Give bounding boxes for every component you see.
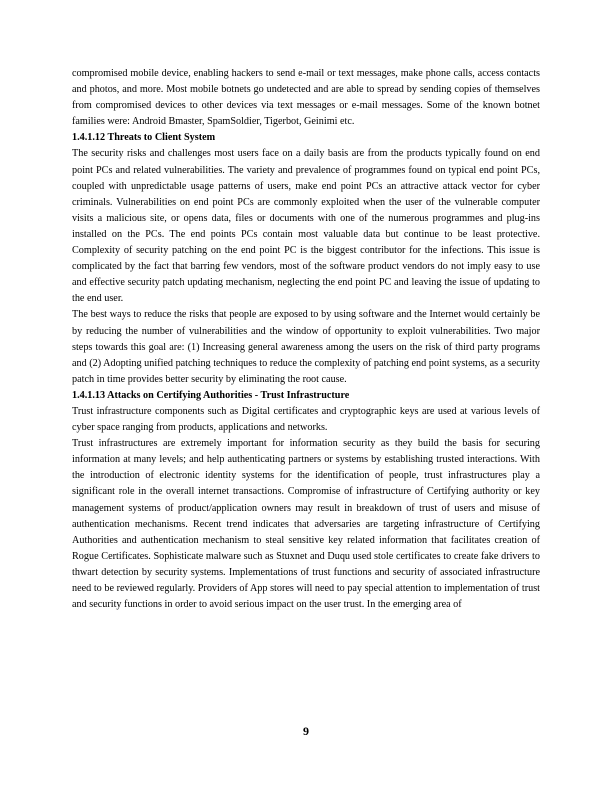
- section-2-paragraph-1: Trust infrastructure components such as Digital certificates and cryptographic keys are used at various levels of cyber space ranging from products, applications and networks.: [72, 405, 540, 434]
- page-number: 9: [303, 724, 309, 738]
- section-1-paragraph-2: The best ways to reduce the risks that people are exposed to by using software and the Internet would certainly be by reducing the number of vulnerabilities and the window of opportunity to exploit vulnerabilities. Two major steps towards this goal are: (1) Increasing general awareness among the users on the risk of third party programs and (2) Adopting unified patching techniques to reduce the complexity of patching end point systems, as a security patch in time provides better security by eliminating the root cause.: [72, 309, 540, 385]
- section-heading-attacks-on-certifying-authorities: 1.4.1.13 Attacks on Certifying Authorities - Trust Infrastructure: [72, 389, 350, 401]
- section-heading-threats-to-client-system: 1.4.1.12 Threats to Client System: [72, 132, 216, 144]
- section-2-paragraph-2: Trust infrastructures are extremely important for information security as they build the basis for securing information at many levels; and help authenticating partners or systems by establishing trusted interactions. With the introduction of electronic identity systems for the identification of people, trust infrastructures play a significant role in the overall internet transactions. Compromise of infrastructure of Certifying authority or key management systems of product/application owners may result in breakdown of trust of users and misuse of authentication mechanisms. Recent trend indicates that adversaries are targeting infrastructure of Certifying Authorities and authentication mechanism to steal sensitive key related information that facilitates creation of Rogue Certificates. Sophisticate malware such as Stuxnet and Duqu used stole certificates to create fake drivers to thwart detection by security systems. Implementations of trust functions and security of associated infrastructure need to be reviewed regularly. Providers of App stores will need to pay special attention to implementation of trust and security functions in order to avoid serious impact on the user trust. In the emerging area of: [72, 438, 540, 611]
- intro-paragraph: compromised mobile device, enabling hackers to send e-mail or text messages, make phone calls, access contacts and photos, and more. Most mobile botnets go undetected and are able to spread by sending copies of themselves from compromised devices to other devices via text messages or e-mail messages. Some of the known botnet families were: Android Bmaster, SpamSoldier, Tigerbot, Geinimi etc.: [72, 68, 540, 128]
- section-1-paragraph-1: The security risks and challenges most users face on a daily basis are from the products typically found on end point PCs and related vulnerabilities. The variety and prevalence of programmes found on typical end point PCs, coupled with unpredictable usage patterns of users, make end point PCs an attractive attack vector for cyber criminals. Vulnerabilities on end point PCs are commonly exploited when the user of the vulnerable computer visits a malicious site, or opens data, files or documents with one of the numerous programmes and plug-ins installed on the PCs. The end points PCs contain most valuable data but continue to be least protective. Complexity of security patching on the end point PC is the biggest contributor for the infections. This issue is complicated by the fact that barring few vendors, most of the software product vendors do not imply easy to use and effective security patch updating mechanism, neglecting the end point PC and leaving the issue of updating to the end user.: [72, 148, 540, 305]
- document-page: [72, 66, 540, 613]
